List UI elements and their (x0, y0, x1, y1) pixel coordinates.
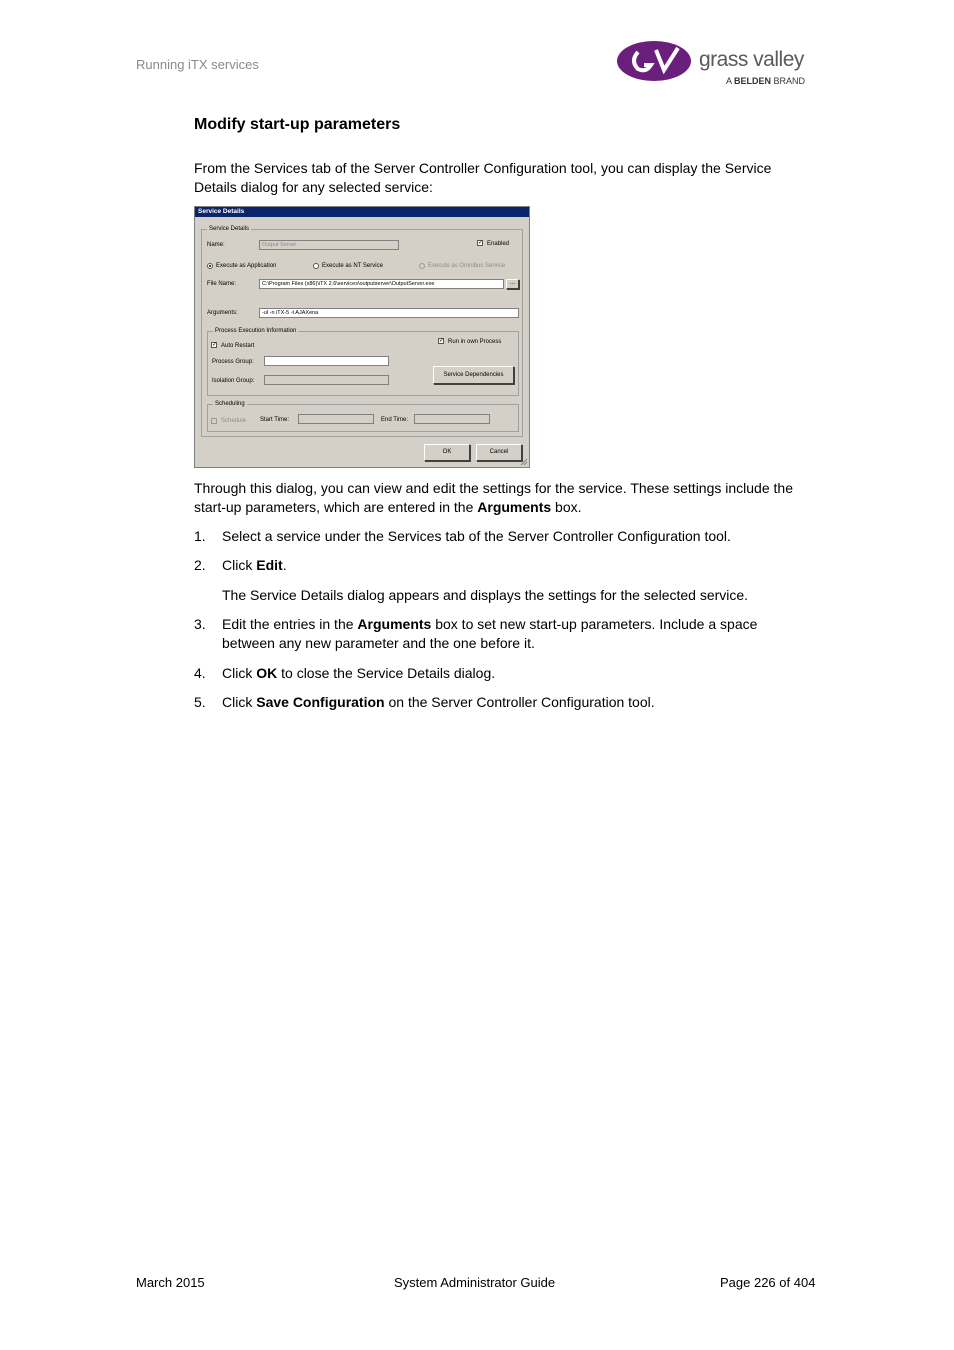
end-time-label: End Time: (381, 417, 409, 423)
browse-button[interactable]: ... (506, 279, 519, 289)
service-details-dialog (194, 206, 530, 468)
intro-paragraph: From the Services tab of the Server Controller Configuration tool, you can display the Service Details dialog for any selected service: (194, 160, 772, 195)
process-group-label: Process Group: (212, 359, 254, 365)
exec-app-radio[interactable] (207, 263, 213, 269)
body-paragraph: Through this dialog, you can view and edit the settings for the service. These settings include the start-up parameters, which are entered in the Arguments box. (194, 480, 793, 515)
auto-restart-checkbox[interactable]: ✓ (212, 342, 218, 348)
footer-title: System Administrator Guide (394, 1275, 556, 1290)
service-dependencies-button[interactable]: Service Dependencies (433, 366, 514, 384)
footer-date: March 2015 (136, 1275, 205, 1290)
start-time-field[interactable] (298, 414, 374, 424)
footer-page-number: Page 226 of 404 (720, 1275, 816, 1290)
enabled-label: Enabled (487, 241, 510, 247)
cancel-button[interactable]: Cancel (476, 444, 522, 461)
arguments-label: Arguments: (207, 310, 238, 316)
file-name-label: File Name: (207, 281, 237, 287)
isolation-group-label: Isolation Group: (212, 378, 255, 384)
schedule-checkbox[interactable] (211, 418, 217, 424)
exec-omnibus-label: Execute as Omnibus Service (428, 263, 506, 269)
exec-nt-radio[interactable] (313, 263, 319, 269)
logo-mark-icon (616, 38, 698, 84)
logo-tagline: A BELDEN BRAND (726, 76, 806, 86)
running-header: Running iTX services (136, 57, 259, 72)
arguments-field[interactable]: -ul -n iTX-5 -t AJAXena (259, 308, 519, 318)
name-field[interactable]: Output Server (259, 240, 399, 250)
start-time-label: Start Time: (260, 417, 290, 423)
isolation-group-field[interactable] (264, 375, 389, 385)
group-label-process: Process Execution Information (215, 328, 297, 334)
enabled-checkbox[interactable]: ✓ (478, 240, 484, 246)
ok-button[interactable]: OK (424, 444, 470, 461)
logo-wordmark: grass valley (699, 48, 804, 71)
exec-nt-label: Execute as NT Service (322, 263, 383, 269)
dialog-title-bar: Service Details (195, 207, 529, 217)
auto-restart-label: Auto Restart (221, 343, 255, 349)
schedule-label: Schedule (221, 418, 247, 424)
run-own-process-checkbox[interactable]: ✓ (439, 338, 445, 344)
process-group-field[interactable] (264, 356, 389, 366)
name-label: Name: (207, 242, 225, 248)
resize-grip-icon[interactable] (520, 458, 528, 466)
exec-omnibus-radio[interactable] (419, 263, 425, 269)
exec-app-label: Execute as Application (216, 263, 277, 269)
group-label-details: Service Details (209, 226, 250, 232)
grass-valley-logo (616, 38, 816, 90)
run-own-process-label: Run in own Process (448, 339, 502, 345)
end-time-field[interactable] (414, 414, 490, 424)
group-label-scheduling: Scheduling (215, 401, 245, 407)
file-name-field[interactable]: C:\Program Files (x86)\iTX 2.6\services\outputserver\OutputServer.exe (259, 279, 504, 289)
section-heading: Modify start-up parameters (194, 116, 401, 133)
